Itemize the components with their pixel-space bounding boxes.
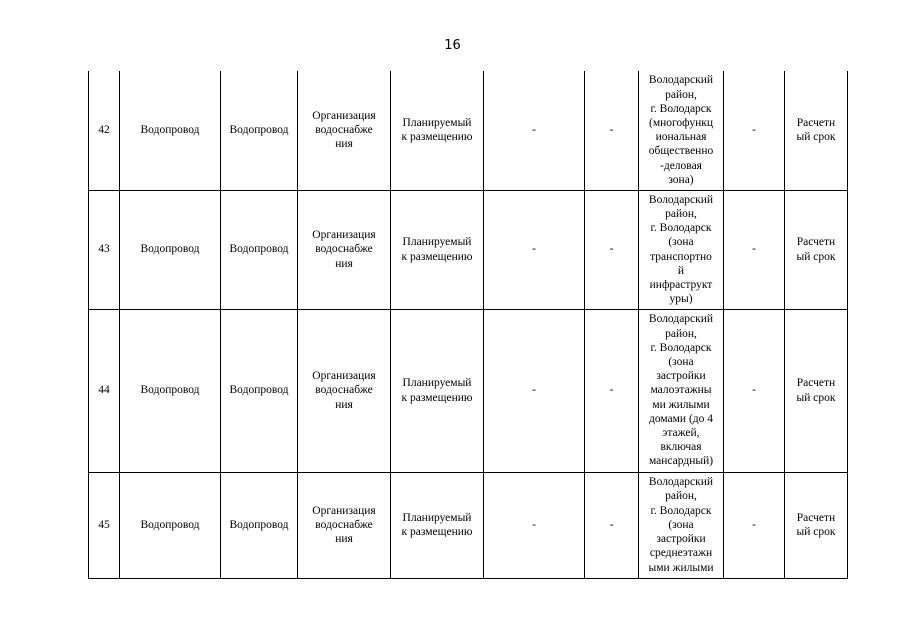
cell-status: Планируемый к размещению: [391, 472, 484, 578]
cell-number: 45: [89, 472, 120, 578]
cell-name: Водопровод: [120, 472, 221, 578]
cell-col7: -: [585, 71, 639, 190]
cell-col6: -: [484, 472, 585, 578]
cell-status: Планируемый к размещению: [391, 309, 484, 472]
cell-name: Водопровод: [120, 309, 221, 472]
cell-col6: -: [484, 190, 585, 309]
table-row: [89, 190, 848, 309]
cell-location: Володарский район, г. Володарск (зона застройки малоэтажны ми жилыми домами (до 4 этажей, включая мансардный): [639, 309, 724, 472]
page-number: 16: [444, 38, 461, 53]
cell-name: Водопровод: [120, 71, 221, 190]
objects-table: [88, 71, 848, 579]
cell-status: Планируемый к размещению: [391, 190, 484, 309]
table-row: [89, 309, 848, 472]
cell-col9: -: [724, 71, 785, 190]
cell-col9: -: [724, 309, 785, 472]
cell-status: Планируемый к размещению: [391, 71, 484, 190]
cell-col6: -: [484, 309, 585, 472]
cell-location: Володарский район, г. Володарск (зона транспортно й инфраструкт уры): [639, 190, 724, 309]
cell-term: Расчетн ый срок: [785, 190, 848, 309]
cell-purpose: Организация водоснабже ния: [298, 71, 391, 190]
cell-purpose: Организация водоснабже ния: [298, 309, 391, 472]
cell-number: 42: [89, 71, 120, 190]
cell-location: Володарский район, г. Володарск (многофункц иональная общественно -деловая зона): [639, 71, 724, 190]
cell-purpose: Организация водоснабже ния: [298, 190, 391, 309]
cell-location: Володарский район, г. Володарск (зона застройки среднеэтажн ыми жилыми: [639, 472, 724, 578]
cell-term: Расчетн ый срок: [785, 472, 848, 578]
cell-col7: -: [585, 309, 639, 472]
cell-col7: -: [585, 472, 639, 578]
cell-term: Расчетн ый срок: [785, 71, 848, 190]
cell-type: Водопровод: [221, 190, 298, 309]
cell-type: Водопровод: [221, 309, 298, 472]
cell-term: Расчетн ый срок: [785, 309, 848, 472]
cell-number: 43: [89, 190, 120, 309]
table-row: [89, 71, 848, 190]
cell-purpose: Организация водоснабже ния: [298, 472, 391, 578]
cell-name: Водопровод: [120, 190, 221, 309]
cell-col9: -: [724, 472, 785, 578]
cell-type: Водопровод: [221, 71, 298, 190]
table-row: [89, 472, 848, 578]
cell-type: Водопровод: [221, 472, 298, 578]
cell-number: 44: [89, 309, 120, 472]
cell-col7: -: [585, 190, 639, 309]
cell-col6: -: [484, 71, 585, 190]
cell-col9: -: [724, 190, 785, 309]
